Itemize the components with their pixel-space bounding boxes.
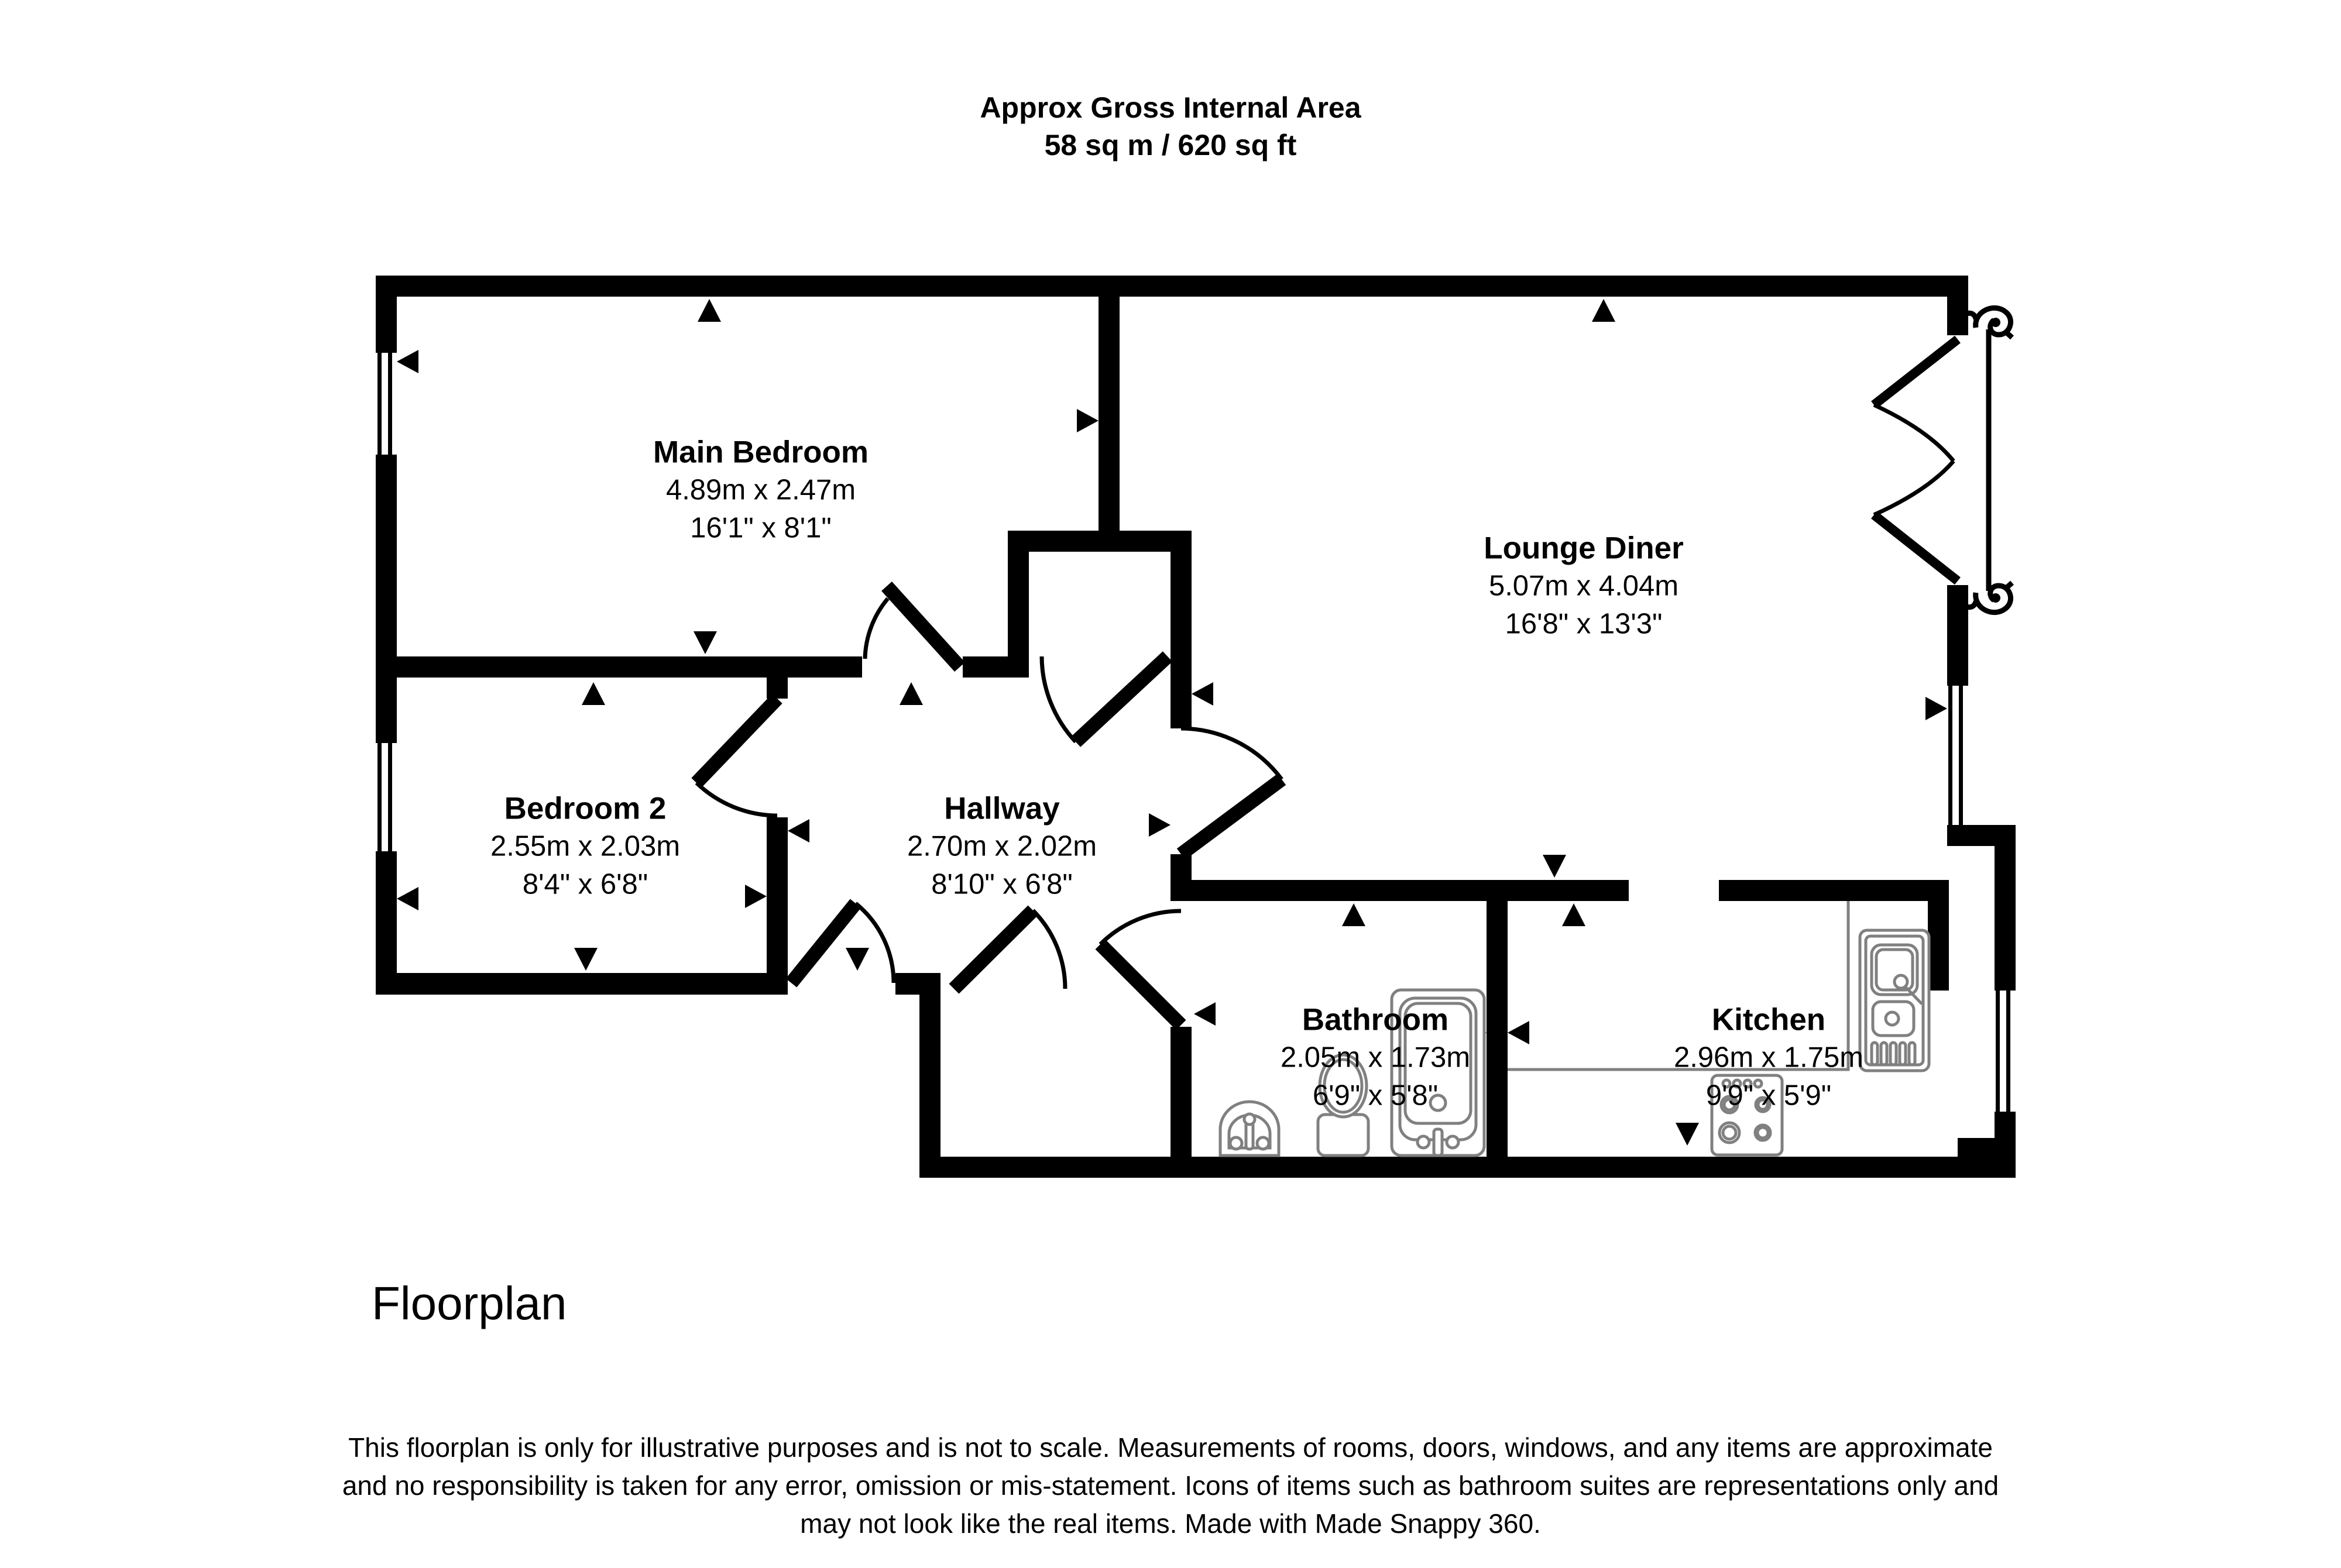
basin-icon: [1220, 1102, 1279, 1156]
arrow-up-icon: [900, 682, 923, 705]
room-name: Bathroom: [1302, 1002, 1449, 1037]
room-metric-dimensions: 2.55m x 2.03m: [490, 830, 681, 862]
juliet-balcony-icon: [1963, 308, 2012, 612]
arrow-down-icon: [574, 948, 598, 971]
kitchen-sink-icon: [1860, 930, 1929, 1071]
window-icon-lounge-right: [1948, 686, 1963, 825]
door-icon-lounge: [1181, 728, 1282, 854]
arrow-down-icon: [694, 631, 717, 654]
room-label-lounge-diner: [1484, 529, 1684, 644]
page-title: Approx Gross Internal Area: [980, 91, 1361, 124]
arrow-up-icon: [1562, 903, 1585, 926]
room-imperial-dimensions: 16'8" x 13'3": [1505, 608, 1663, 640]
door-icon-entrance: [791, 903, 894, 983]
room-name: Lounge Diner: [1484, 531, 1684, 566]
disclaimer-line: may not look like the real items. Made with Made Snappy 360.: [800, 1508, 1541, 1539]
window-icon-kitchen-right: [1996, 991, 2010, 1112]
room-label-hallway: [907, 790, 1097, 904]
room-imperial-dimensions: 8'10" x 6'8": [931, 868, 1073, 900]
arrow-left-icon: [1192, 682, 1213, 706]
room-name: Main Bedroom: [653, 435, 869, 470]
room-imperial-dimensions: 9'9" x 5'9": [1705, 1079, 1832, 1112]
arrow-left-icon: [397, 887, 418, 910]
disclaimer-line: This floorplan is only for illustrative purposes and is not to scale. Measurements of rooms, doors, windows, and any items are approximate: [348, 1432, 1993, 1463]
room-label-main-bedroom: [653, 434, 869, 548]
arrow-left-icon: [788, 819, 809, 843]
room-metric-dimensions: 5.07m x 4.04m: [1488, 570, 1679, 602]
arrow-down-icon: [846, 948, 869, 971]
arrow-right-icon: [1925, 697, 1947, 720]
room-metric-dimensions: 2.05m x 1.73m: [1280, 1041, 1471, 1074]
arrow-down-icon: [1676, 1123, 1699, 1146]
arrow-right-icon: [1077, 409, 1099, 432]
room-name: Hallway: [944, 791, 1060, 826]
room-label-bathroom: [1281, 1001, 1470, 1115]
arrow-up-icon: [582, 682, 605, 705]
window-icons: [377, 353, 2010, 1112]
disclaimer-line: and no responsibility is taken for any error, omission or mis-statement. Icons of items such as bathroom suites are representations only and: [342, 1470, 1999, 1501]
arrow-left-icon: [1508, 1021, 1529, 1044]
page-subtitle: 58 sq m / 620 sq ft: [1044, 129, 1297, 161]
door-icon-cupboard: [1042, 656, 1168, 742]
room-imperial-dimensions: 16'1" x 8'1": [690, 512, 832, 544]
door-icon-main-bedroom: [865, 586, 960, 667]
room-metric-dimensions: 4.89m x 2.47m: [665, 474, 856, 506]
window-icon-main-bedroom-left: [377, 353, 392, 455]
french-door-icon-lounge: [1874, 339, 1958, 581]
arrow-left-icon: [1194, 1002, 1216, 1026]
room-metric-dimensions: 2.70m x 2.02m: [907, 830, 1097, 862]
room-imperial-dimensions: 6'9" x 5'8": [1312, 1079, 1439, 1112]
room-name: Kitchen: [1711, 1002, 1826, 1037]
room-metric-dimensions: 2.96m x 1.75m: [1673, 1041, 1864, 1074]
door-icon-bedroom2: [696, 699, 777, 816]
arrow-down-icon: [1543, 855, 1566, 878]
disclaimer: [0, 1429, 2341, 1543]
room-imperial-dimensions: 8'4" x 6'8": [522, 868, 648, 900]
arrow-right-icon: [745, 885, 767, 908]
arrow-left-icon: [397, 350, 418, 373]
arrow-up-icon: [698, 299, 721, 322]
floorplan-caption: Floorplan: [372, 1277, 567, 1329]
window-icon-bedroom2-left: [377, 743, 392, 851]
arrow-up-icon: [1342, 903, 1365, 926]
door-icon-hall-lobby: [954, 910, 1065, 989]
room-label-kitchen: [1674, 1001, 1863, 1115]
room-label-bedroom-2: [490, 790, 680, 904]
room-name: Bedroom 2: [504, 791, 667, 826]
door-icon-bathroom: [1100, 911, 1181, 1025]
arrow-up-icon: [1592, 299, 1615, 322]
arrow-right-icon: [1149, 813, 1170, 837]
